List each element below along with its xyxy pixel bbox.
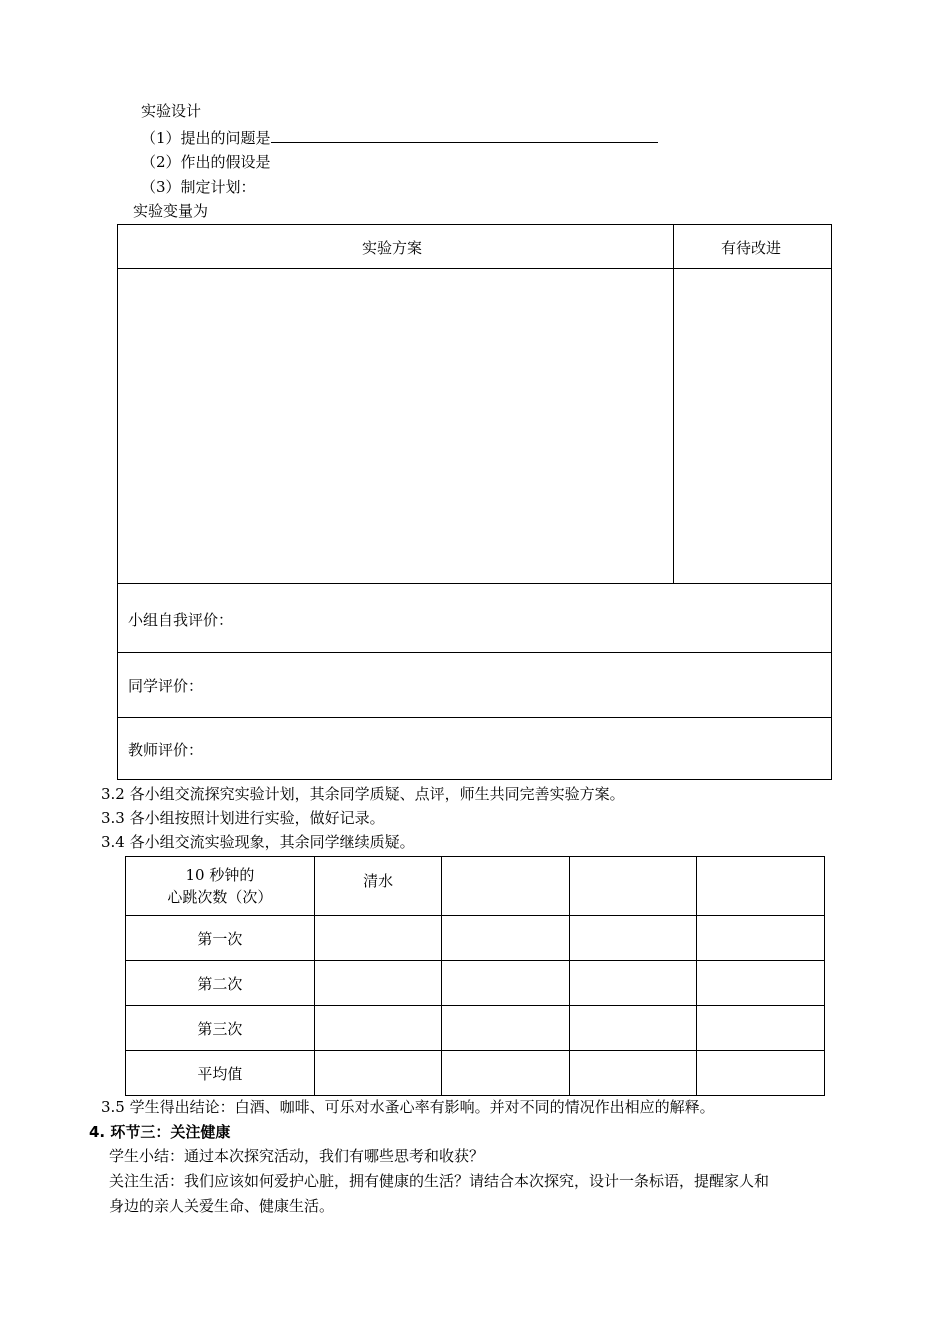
table-row <box>126 1051 825 1096</box>
header-line-1: 10 秒钟的 <box>185 866 255 884</box>
plan-divider-header <box>118 268 831 269</box>
header-water: 清水 <box>314 857 442 916</box>
design-title: 实验设计 <box>141 102 202 120</box>
step-3-2: 3.2 各小组交流探究实验计划，其余同学质疑、点评，师生共同完善实验方案。 <box>101 785 625 803</box>
row-label: 第一次 <box>126 916 315 961</box>
plan-header-improve: 有待改进 <box>721 239 782 257</box>
table-cell <box>697 1006 825 1051</box>
step-3-3: 3.3 各小组按照计划进行实验，做好记录。 <box>101 809 385 827</box>
row-label: 第三次 <box>126 1006 315 1051</box>
summary-line: 学生小结：通过本次探究活动，我们有哪些思考和收获？ <box>109 1147 485 1165</box>
table-row <box>126 961 825 1006</box>
heart-rate-table <box>125 856 825 1096</box>
plan-line: （3）制定计划： <box>141 178 256 196</box>
table-row <box>126 916 825 961</box>
table-cell <box>314 961 442 1006</box>
plan-divider-eval3 <box>118 717 831 718</box>
question-line <box>141 127 658 148</box>
question-blank <box>271 127 658 143</box>
table-cell <box>442 916 570 961</box>
table-cell <box>697 961 825 1006</box>
table-cell <box>569 1051 697 1096</box>
table-cell <box>442 961 570 1006</box>
header-empty-3 <box>697 857 825 916</box>
self-eval-label: 小组自我评价： <box>128 611 234 629</box>
plan-divider-eval2 <box>118 652 831 653</box>
table-cell <box>569 1006 697 1051</box>
table-cell <box>569 916 697 961</box>
table-cell <box>314 1006 442 1051</box>
step-3-4: 3.4 各小组交流实验现象，其余同学继续质疑。 <box>101 833 415 851</box>
row-label: 平均值 <box>126 1051 315 1096</box>
table-header-row <box>126 857 825 916</box>
teacher-eval-label: 教师评价： <box>128 741 204 759</box>
table-row <box>126 1006 825 1051</box>
peer-eval-label: 同学评价： <box>128 677 204 695</box>
life-line-1: 关注生活：我们应该如何爱护心脏，拥有健康的生活？请结合本次探究，设计一条标语，提醒家人和 <box>109 1172 770 1190</box>
header-empty-1 <box>442 857 570 916</box>
hypothesis-line: （2）作出的假设是 <box>141 153 271 171</box>
table-cell <box>442 1006 570 1051</box>
table-cell <box>697 1051 825 1096</box>
plan-table <box>117 224 832 780</box>
table-cell <box>314 916 442 961</box>
step-3-5: 3.5 学生得出结论：白酒、咖啡、可乐对水蚤心率有影响。并对不同的情况作出相应的解释。 <box>101 1098 715 1116</box>
header-empty-2 <box>569 857 697 916</box>
plan-divider-vertical <box>673 225 674 584</box>
header-line-2: 心跳次数（次） <box>167 888 273 906</box>
table-cell <box>314 1051 442 1096</box>
question-label: （1）提出的问题是 <box>141 129 271 147</box>
table-cell <box>442 1051 570 1096</box>
variable-line: 实验变量为 <box>133 202 209 220</box>
plan-header-scheme: 实验方案 <box>362 239 423 257</box>
plan-divider-eval1 <box>118 583 831 584</box>
header-heart-rate <box>126 857 315 916</box>
table-cell <box>697 916 825 961</box>
section-4-heading: 4. 环节三：关注健康 <box>89 1123 231 1141</box>
table-cell <box>569 961 697 1006</box>
row-label: 第二次 <box>126 961 315 1006</box>
life-line-2: 身边的亲人关爱生命、健康生活。 <box>109 1197 335 1215</box>
